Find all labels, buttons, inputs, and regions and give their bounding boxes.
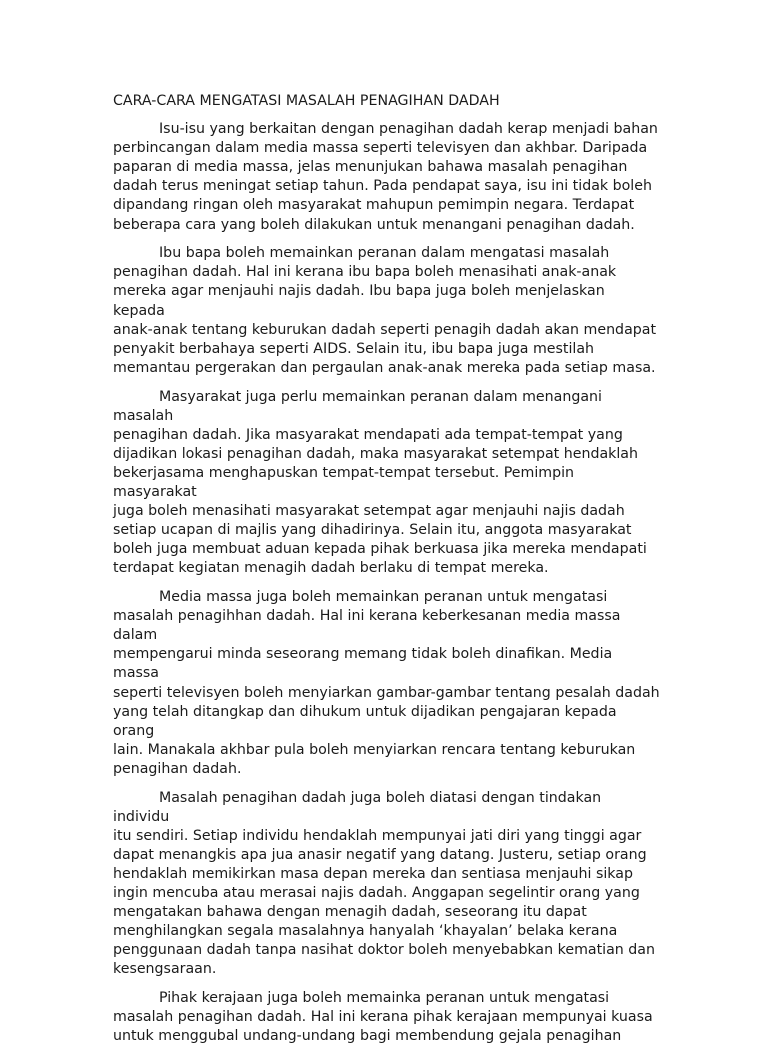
paragraph-parents: Ibu bapa boleh memainkan peranan dalam mengatasi masalah penagihan dadah. Hal ini kerana ibu bapa boleh menasihati anak-anak mereka agar menjauhi najis dadah. Ibu bapa juga boleh menjelaskan kepada anak-anak tentang keburukan dadah seperti penagih dadah akan mendapat penyakit berbahaya seperti AIDS. Selain itu, ibu bapa juga mestilah memantau pergerakan dan pergaulan anak-anak mereka pada setiap masa. [113, 245, 657, 376]
paragraph-community: Masyarakat juga perlu memainkan peranan dalam menangani masalah penagihan dadah. Jika masyarakat mendapati ada tempat-tempat yang dijadikan lokasi penagihan dadah, maka masyarakat setempat hendaklah bekerjasama menghapuskan tempat-tempat tersebut. Pemimpin masyarakat juga boleh menasihati masyarakat setempat agar menjauhi najis dadah setiap ucapan di majlis yang dihadirinya. Selain itu, anggota masyarakat boleh juga membuat aduan kepada pihak berkuasa jika mereka mendapati terdapat kegiatan menagih dadah berlaku di tempat mereka. [113, 388, 647, 577]
paragraph-mass-media: Media massa juga boleh memainkan peranan untuk mengatasi masalah penagihhan dadah. Hal ini kerana keberkesanan media massa dalam mempengarui minda seseorang memang tidak boleh dinafikan. Media massa seperti televisyen boleh menyiarkan gambar-gambar tentang pesalah dadah yang telah ditangkap dan dihukum untuk dijadikan pengajaran kepada orang lain. Manakala akhbar pula boleh menyiarkan rencara tentang keburukan penagihan dadah. [113, 589, 660, 777]
paragraph-introduction: Isu-isu yang berkaitan dengan penagihan dadah kerap menjadi bahan perbincangan dalam media massa seperti televisyen dan akhbar. Daripada paparan di media massa, jelas menunjukan bahawa masalah penagihan dadah terus meningat setiap tahun. Pada pendapat saya, isu ini tidak boleh dipandang ringan oleh masyarakat mahupun pemimpin negara. Terdapat beberapa cara yang boleh dilakukan untuk menangani penagihan dadah. [113, 121, 658, 233]
document-body [113, 92, 661, 1056]
paragraph-government: Pihak kerajaan juga boleh memainka peranan untuk mengatasi masalah penagihan dadah. Hal ini kerana pihak kerajaan mempunyai kuasa untuk menggubal undang-undang bagi membendung gejala penagihan [113, 990, 653, 1045]
paragraph-individual: Masalah penagihan dadah juga boleh diatasi dengan tindakan individu itu sendiri. Setiap individu hendaklah mempunyai jati diri yang tinggi agar dapat menangkis apa jua anasir negatif yang datang. Justeru, setiap orang hendaklah memikirkan masa depan mereka dan sentiasa menjauhi sikap ingin mencuba atau merasai najis dadah. Anggapan segelintir orang yang mengatakan bahawa dengan menagih dadah, seseorang itu dapat menghilangkan segala masalahnya hanyalah ‘khayalan’ belaka kerana penggunaan dadah tanpa nasihat doktor boleh menyebabkan kematian dan kesengsaraan. [113, 789, 655, 978]
document-title: CARA-CARA MENGATASI MASALAH PENAGIHAN DADAH [113, 93, 500, 109]
